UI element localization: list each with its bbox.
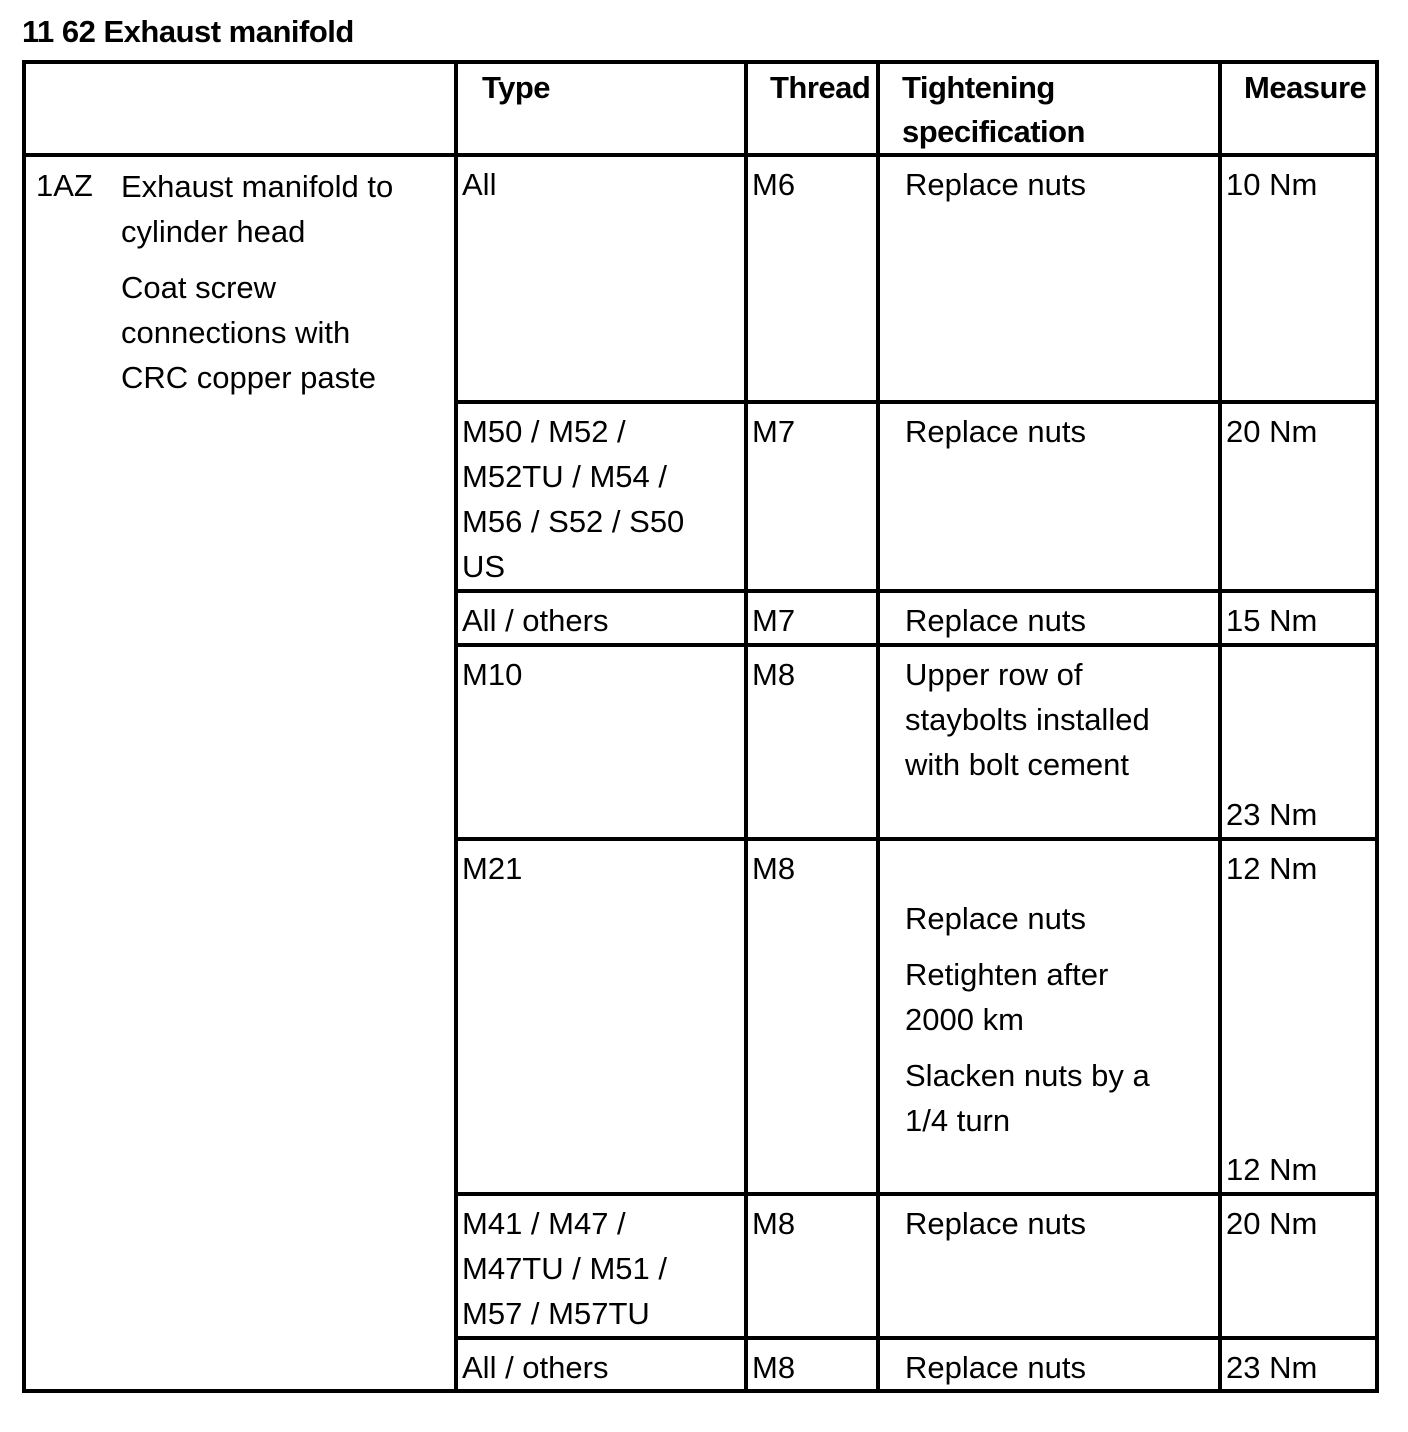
cell-spec: Replace nuts [905,1350,1086,1385]
cell-type: M21 [462,851,523,886]
row-divider [454,643,1379,647]
cell-spec: Upper row of [905,657,1083,692]
cell-spec: Replace nuts [905,1206,1086,1241]
cell-measure: 12 Nm [1226,851,1318,886]
cell-measure: 15 Nm [1226,603,1318,638]
header-spec-line1: Tightening [902,70,1055,105]
cell-spec: Replace nuts [905,901,1086,936]
row-divider [454,589,1379,593]
row-divider [454,1192,1379,1196]
cell-thread: M8 [752,1206,796,1241]
cell-thread: M8 [752,1350,796,1385]
cell-type: All [462,167,497,202]
cell-measure: 20 Nm [1226,414,1318,449]
cell-spec: Retighten after [905,957,1109,992]
row-divider [454,837,1379,841]
table-border-left [22,60,26,1393]
cell-spec: Replace nuts [905,167,1086,202]
header-type: Type [482,70,551,105]
cell-type: M41 / M47 / [462,1206,626,1241]
cell-measure: 10 Nm [1226,167,1318,202]
cell-type: M47TU / M51 / [462,1251,667,1286]
cell-thread: M8 [752,851,796,886]
cell-measure: 12 Nm [1226,1152,1318,1187]
group-description-line1: Exhaust manifold to [121,169,394,204]
cell-thread: M8 [752,657,796,692]
group-note-line3: CRC copper paste [121,360,377,395]
cell-thread: M6 [752,167,796,202]
row-divider [454,400,1379,404]
table-border-top [22,60,1379,64]
cell-type: All / others [462,603,609,638]
header-spec-line2: specification [902,114,1085,149]
cell-type: US [462,549,506,584]
cell-spec: 2000 km [905,1002,1024,1037]
cell-measure: 20 Nm [1226,1206,1318,1241]
cell-measure: 23 Nm [1226,797,1318,832]
cell-spec: with bolt cement [905,747,1129,782]
group-note-line1: Coat screw [121,270,277,305]
cell-type: M56 / S52 / S50 [462,504,685,539]
page-title: 11 62 Exhaust manifold [22,14,354,49]
cell-spec: staybolts installed [905,702,1150,737]
header-measure: Measure [1244,70,1367,105]
cell-type: M57 / M57TU [462,1296,650,1331]
cell-spec: 1/4 turn [905,1103,1011,1138]
group-code: 1AZ [36,168,93,203]
cell-thread: M7 [752,414,796,449]
cell-spec: Replace nuts [905,414,1086,449]
cell-type: M50 / M52 / [462,414,626,449]
row-divider [454,1336,1379,1340]
group-description-line2: cylinder head [121,214,306,249]
cell-spec: Replace nuts [905,603,1086,638]
header-thread: Thread [770,70,871,105]
table-border-bottom [22,1389,1379,1393]
cell-measure: 23 Nm [1226,1350,1318,1385]
cell-type: All / others [462,1350,609,1385]
group-note-line2: connections with [121,315,351,350]
cell-thread: M7 [752,603,796,638]
cell-type: M52TU / M54 / [462,459,667,494]
cell-type: M10 [462,657,523,692]
cell-spec: Slacken nuts by a [905,1058,1150,1093]
row-divider [22,153,1379,157]
